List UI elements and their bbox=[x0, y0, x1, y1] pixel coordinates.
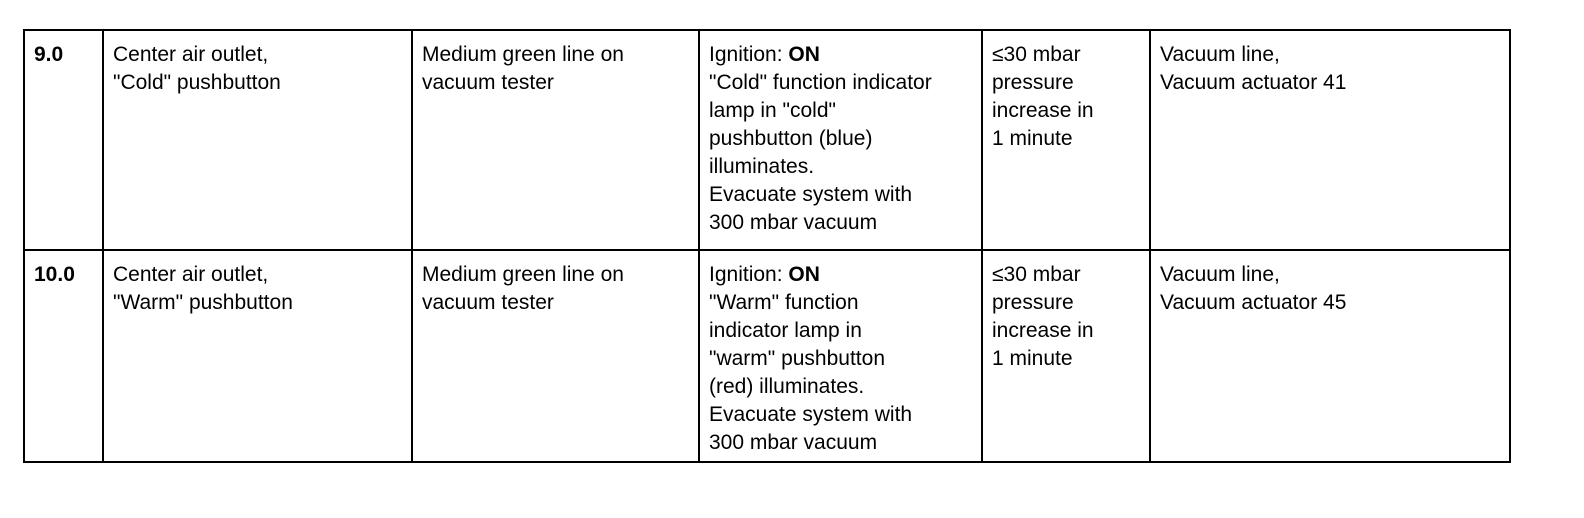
condition-line: indicator lamp in bbox=[709, 319, 862, 342]
table-row bbox=[24, 30, 1510, 250]
possible-cause-line: Vacuum actuator 41 bbox=[1160, 71, 1347, 94]
spec-line: 1 minute bbox=[992, 347, 1073, 370]
component-line: Center air outlet, bbox=[113, 263, 269, 286]
possible-cause-line: Vacuum line, bbox=[1160, 263, 1280, 286]
component-line: Center air outlet, bbox=[113, 43, 269, 66]
ignition-line bbox=[709, 41, 975, 69]
ignition-label: Ignition: bbox=[709, 43, 789, 66]
spec-cell bbox=[982, 250, 1150, 462]
test-point-line: vacuum tester bbox=[422, 71, 554, 94]
condition-line: Evacuate system with bbox=[709, 403, 913, 426]
possible-cause-cell bbox=[1150, 30, 1510, 250]
condition-line: pushbutton (blue) bbox=[709, 127, 873, 150]
condition-line: 300 mbar vacuum bbox=[709, 211, 878, 234]
ignition-value: ON bbox=[788, 43, 820, 66]
component-cell bbox=[103, 30, 412, 250]
possible-cause-line: Vacuum line, bbox=[1160, 43, 1280, 66]
component-cell bbox=[103, 250, 412, 462]
ignition-label: Ignition: bbox=[709, 263, 789, 286]
test-point-cell bbox=[412, 250, 699, 462]
condition-cell bbox=[699, 30, 982, 250]
possible-cause-line: Vacuum actuator 45 bbox=[1160, 291, 1347, 314]
step-number-cell bbox=[24, 30, 103, 250]
spec-line: increase in bbox=[992, 319, 1094, 342]
condition-line: 300 mbar vacuum bbox=[709, 431, 878, 454]
condition-line: lamp in "cold" bbox=[709, 99, 836, 122]
test-point-line: vacuum tester bbox=[422, 291, 554, 314]
condition-line: "warm" pushbutton bbox=[709, 347, 885, 370]
condition-line: (red) illuminates. bbox=[709, 375, 865, 398]
component-line: "Warm" pushbutton bbox=[113, 291, 293, 314]
condition-line: Evacuate system with bbox=[709, 183, 913, 206]
test-point-line: Medium green line on bbox=[422, 43, 624, 66]
condition-line: "Warm" function bbox=[709, 291, 859, 314]
condition-line: illuminates. bbox=[709, 155, 815, 178]
table-row bbox=[24, 250, 1510, 462]
step-number: 10.0 bbox=[34, 263, 75, 286]
condition-cell bbox=[699, 250, 982, 462]
ignition-value: ON bbox=[788, 263, 820, 286]
spec-cell bbox=[982, 30, 1150, 250]
spec-line: pressure bbox=[992, 71, 1074, 94]
step-number: 9.0 bbox=[34, 43, 64, 66]
test-table bbox=[23, 29, 1511, 463]
spec-line: increase in bbox=[992, 99, 1094, 122]
component-line: "Cold" pushbutton bbox=[113, 71, 281, 94]
condition-line: "Cold" function indicator bbox=[709, 71, 932, 94]
step-number-cell bbox=[24, 250, 103, 462]
spec-line: ≤30 mbar bbox=[992, 263, 1081, 286]
test-point-line: Medium green line on bbox=[422, 263, 624, 286]
spec-line: ≤30 mbar bbox=[992, 43, 1081, 66]
ignition-line bbox=[709, 261, 975, 289]
spec-line: 1 minute bbox=[992, 127, 1073, 150]
possible-cause-cell bbox=[1150, 250, 1510, 462]
spec-line: pressure bbox=[992, 291, 1074, 314]
test-point-cell bbox=[412, 30, 699, 250]
